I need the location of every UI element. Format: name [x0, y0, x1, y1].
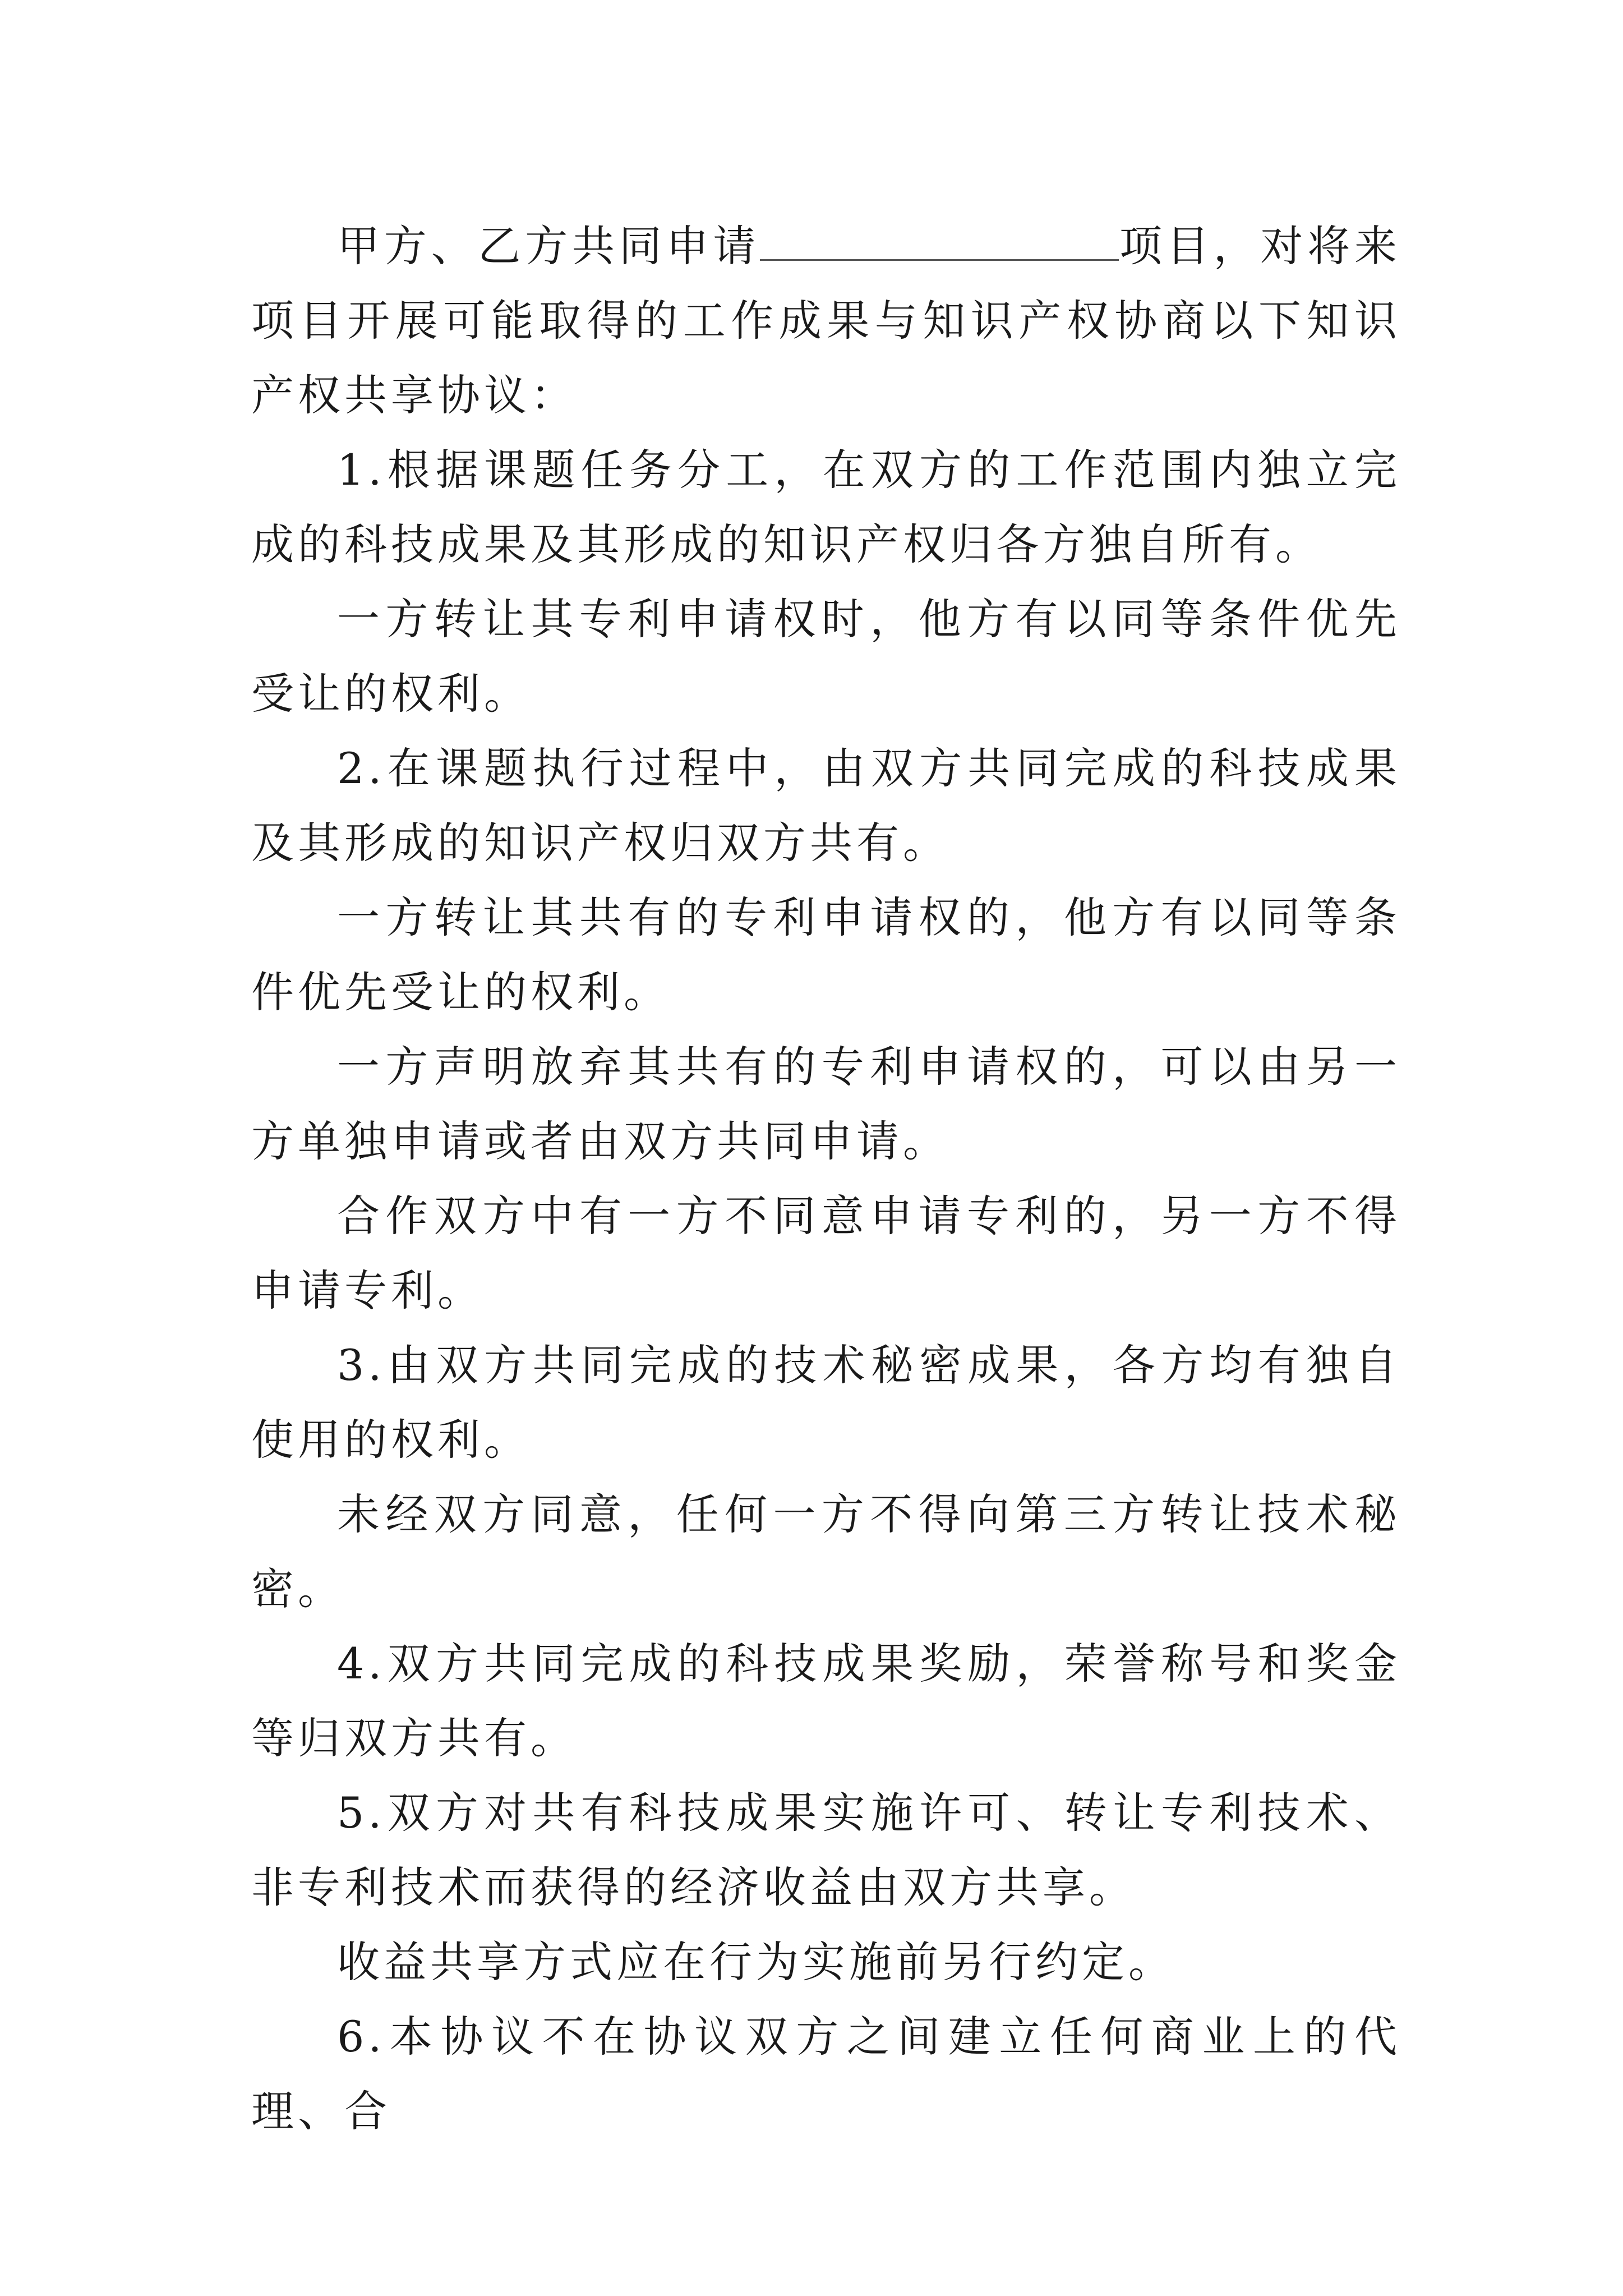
clause-3-paragraph: 3.由双方共同完成的技术秘密成果，各方均有独自使用的权利。 [251, 1340, 1401, 1465]
clause-2-paragraph: 2.在课题执行过程中，由双方共同完成的科技成果及其形成的知识产权归双方共有。 [251, 743, 1401, 868]
clause-1-paragraph: 1.根据课题任务分工，在双方的工作范围内独立完成的科技成果及其形成的知识产权归各方独自所有。 [251, 445, 1401, 569]
project-name-blank [760, 226, 1119, 261]
clause-2-waiver-paragraph: 一方声明放弃其共有的专利申请权的，可以由另一方单独申请或者由双方共同申请。 [251, 1042, 1401, 1166]
clause-3-secret-paragraph: 未经双方同意，任何一方不得向第三方转让技术秘密。 [251, 1489, 1401, 1614]
clause-4-paragraph: 4.双方共同完成的科技成果奖励，荣誉称号和奖金等归双方共有。 [251, 1639, 1401, 1763]
intro-text-before-blank: 甲方、乙方共同申请 [337, 221, 760, 271]
clause-2-disagree-paragraph: 合作双方中有一方不同意申请专利的，另一方不得申请专利。 [251, 1191, 1401, 1315]
document-body [251, 209, 1401, 2148]
clause-5-paragraph: 5.双方对共有科技成果实施许可、转让专利技术、非专利技术而获得的经济收益由双方共享。 [251, 1788, 1401, 1912]
intro-paragraph [251, 209, 1401, 432]
clause-5-income-paragraph: 收益共享方式应在行为实施前另行约定。 [337, 1937, 1175, 1987]
clause-1-transfer-paragraph: 一方转让其专利申请权时，他方有以同等条件优先受让的权利。 [251, 594, 1401, 719]
clause-6-paragraph: 6.本协议不在协议双方之间建立任何商业上的代理、合 [251, 2012, 1401, 2136]
clause-2-transfer-paragraph: 一方转让其共有的专利申请权的，他方有以同等条件优先受让的权利。 [251, 892, 1401, 1017]
intro-text-after-blank: 项目，对将来项目开展可能取得的工作成果与知识产权协商以下知识产权共享协议： [251, 221, 1401, 420]
